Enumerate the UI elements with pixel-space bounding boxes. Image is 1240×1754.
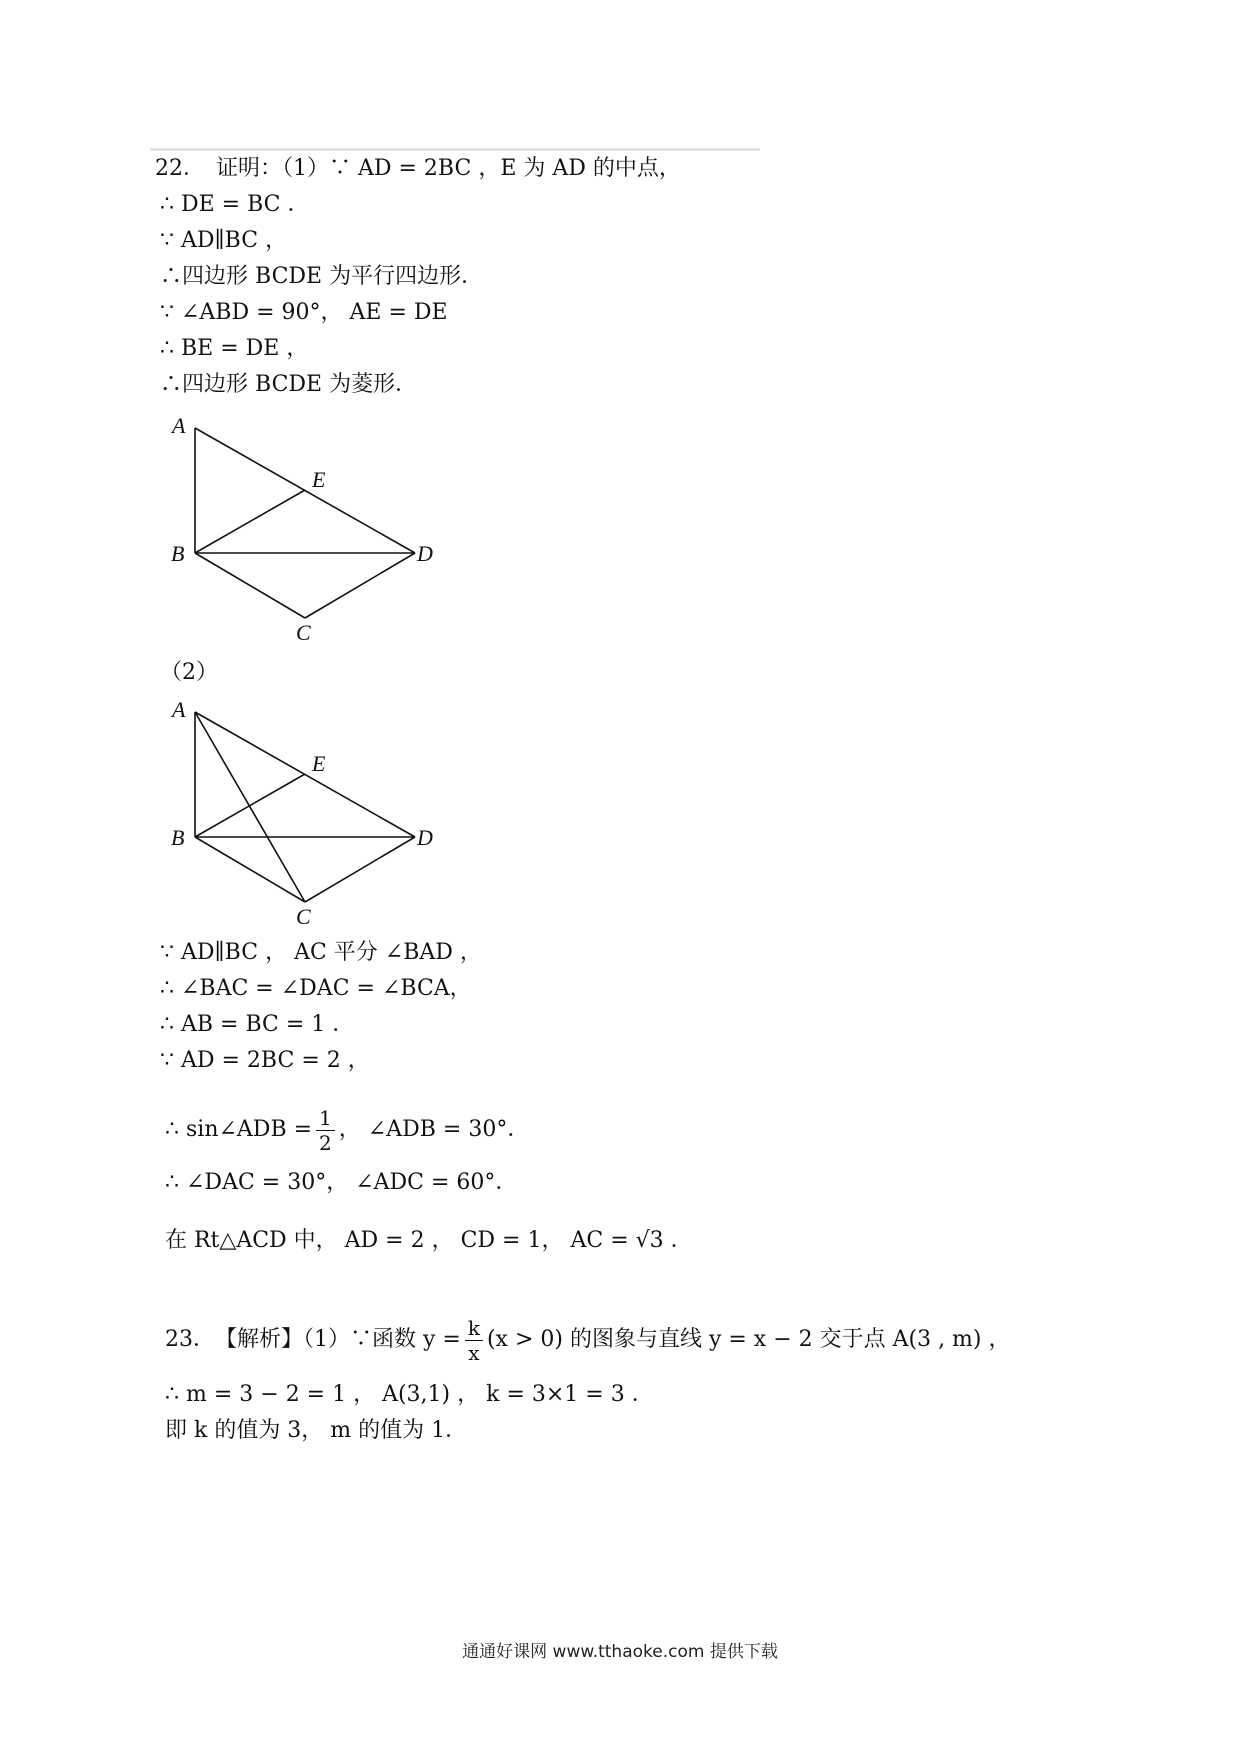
p22-dac-line: ∴ ∠DAC = 30°， ∠ADC = 60°． xyxy=(165,1170,518,1195)
fig1-label-b: B xyxy=(171,541,185,566)
p22-part2-line-1: ∵ AD∥BC ， AC 平分 ∠BAD ， xyxy=(160,940,482,965)
p22-part2-line-3: ∴ AB = BC = 1 ． xyxy=(160,1012,355,1037)
fig1-label-e: E xyxy=(312,467,326,492)
p22-part2-line-4: ∵ AD = 2BC = 2 ， xyxy=(160,1048,370,1073)
p22-line-5: ∵ ∠ABD = 90°， AE = DE xyxy=(160,300,448,325)
fig2-label-c: C xyxy=(296,904,311,924)
p23-line-2: ∴ m = 3 − 2 = 1 ， A(3,1) ， k = 3×1 = 3 ． xyxy=(165,1382,654,1407)
figure-1-rhombus xyxy=(165,410,465,640)
fig1-label-a: A xyxy=(172,413,186,438)
figure-2-rhombus-diagonal xyxy=(165,694,465,924)
p22-part2-label: （2） xyxy=(160,660,218,685)
p22-line-7: ∴四边形 BCDE 为菱形． xyxy=(160,372,418,397)
fraction-denominator: x xyxy=(468,1340,480,1365)
p22-sin-line xyxy=(165,1100,529,1160)
p23-prefix: 23． 【解析】（1）∵函数 y = xyxy=(165,1327,461,1352)
fig1-label-d: D xyxy=(417,541,433,566)
fig1-label-c: C xyxy=(296,620,311,640)
p22-line-1: 22． 证明：（1）∵ AD = 2BC ，E 为 AD 的中点， xyxy=(155,156,681,181)
fraction-one-half xyxy=(316,1106,335,1155)
fraction-k-over-x xyxy=(465,1316,483,1365)
p22-line-2: ∴ DE = BC ． xyxy=(160,192,310,217)
fraction-denominator: 2 xyxy=(319,1130,332,1155)
p23-line-3: 即 k 的值为 3， m 的值为 1． xyxy=(165,1418,468,1443)
p23-suffix: (x > 0) 的图象与直线 y = x − 2 交于点 A(3 , m) ， xyxy=(486,1327,1011,1352)
p22-line-4: ∴四边形 BCDE 为平行四边形． xyxy=(160,264,484,289)
p22-part2-line-2: ∴ ∠BAC = ∠DAC = ∠BCA， xyxy=(160,976,472,1001)
sin-prefix: ∴ sin∠ADB = xyxy=(165,1117,313,1142)
p23-line-1 xyxy=(165,1310,1011,1370)
sin-suffix: ， ∠ADB = 30°． xyxy=(338,1117,530,1142)
footer-source: 通通好课网 www.tthaoke.com 提供下载 xyxy=(462,1642,778,1662)
p22-line-3: ∵ AD∥BC ， xyxy=(160,228,288,253)
fraction-numerator: 1 xyxy=(316,1106,335,1131)
p22-rt-line: 在 Rt△ACD 中， AD = 2 ， CD = 1， AC = √3 ． xyxy=(165,1228,693,1253)
fig2-label-d: D xyxy=(417,825,433,850)
fig2-label-b: B xyxy=(171,825,185,850)
top-rule xyxy=(150,148,760,151)
fig2-label-a: A xyxy=(172,697,186,722)
p22-line-6: ∴ BE = DE ， xyxy=(160,336,309,361)
fig2-label-e: E xyxy=(312,751,326,776)
fraction-numerator: k xyxy=(465,1316,483,1341)
